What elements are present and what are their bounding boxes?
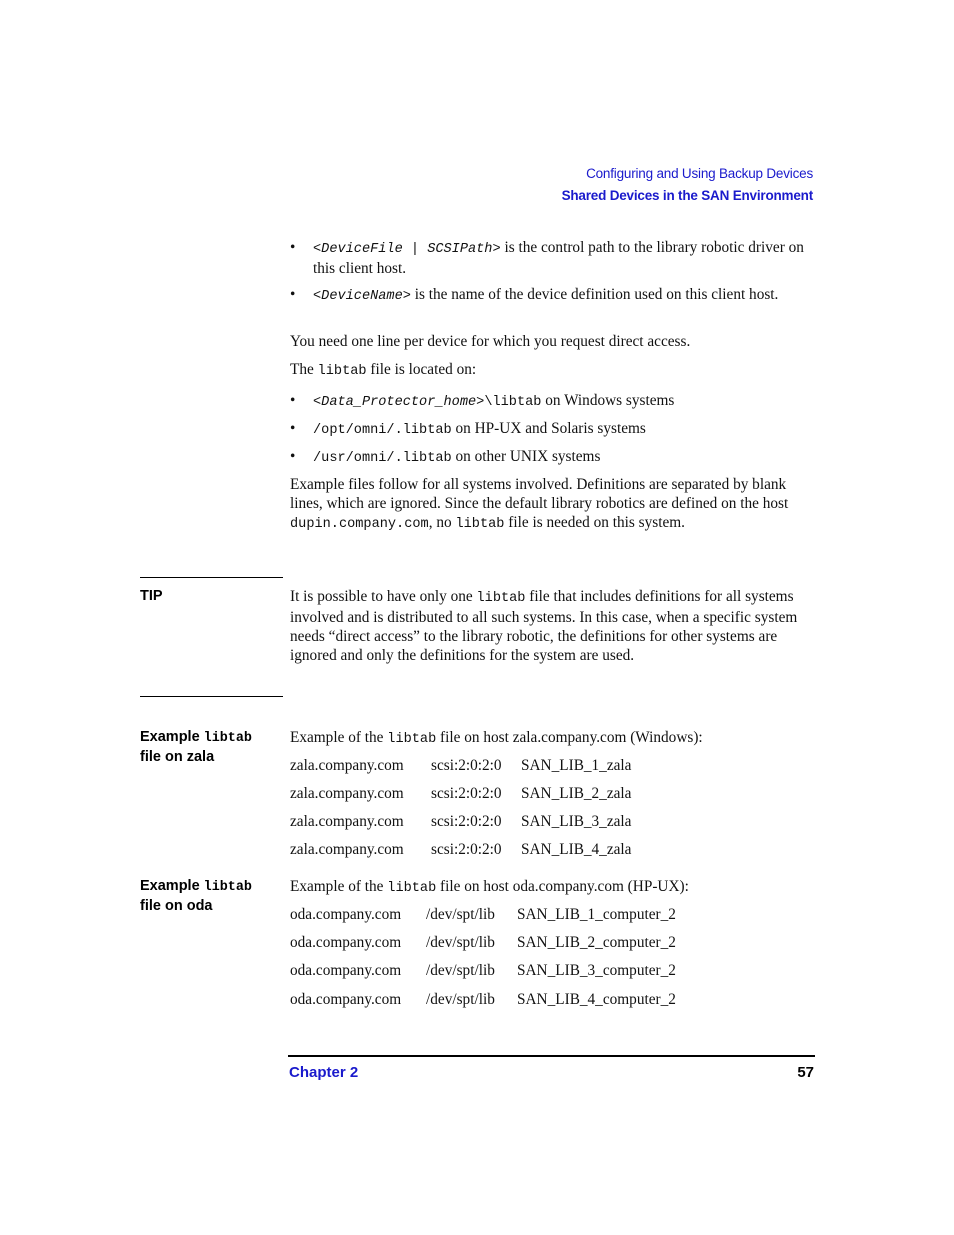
code-libtab: libtab [476,591,526,606]
bullet-glyph: • [290,286,296,303]
oda-row [290,905,676,924]
device-cell: SAN_LIB_4_zala [521,841,632,858]
path-cell: scsi:2:0:2:0 [431,757,502,774]
text: Example of the [290,729,388,746]
example-zala-intro [290,728,815,749]
device-cell: SAN_LIB_3_zala [521,813,632,830]
code-home-dir: <Data_Protector_home> [313,395,485,410]
code-path: /usr/omni/.libtab [313,451,452,466]
host-cell: zala.company.com [290,813,404,830]
host-cell: zala.company.com [290,785,404,802]
text: Example files follow for all systems involved. Definitions are separated by blank lines, which are ignored. Since the default library robotics are defined on the host [290,476,789,512]
code-libtab: libtab [203,731,252,746]
device-cell: SAN_LIB_2_computer_2 [517,934,676,951]
example-oda-heading [140,877,280,916]
device-cell: SAN_LIB_3_computer_2 [517,962,676,979]
path-cell: /dev/spt/lib [426,906,495,923]
footer-chapter: Chapter 2 [289,1064,359,1081]
device-cell: SAN_LIB_2_zala [521,785,632,802]
example-zala-heading [140,728,280,767]
zala-row [290,840,631,859]
bullet-text: on HP-UX and Solaris systems [451,420,646,437]
code-libtab: libtab [387,881,437,896]
device-cell: SAN_LIB_4_computer_2 [517,991,676,1008]
host-cell: oda.company.com [290,991,402,1008]
paragraph-one-line: You need one line per device for which you request direct access. [290,333,691,350]
text: file that includes definitions for all systems involved and is distributed to all such systems. In this case, when a specific system needs “direct access” to the library robotic, the definitions for other systems are ignored and only the definitions for the system are used. [290,588,798,664]
running-header-section: Shared Devices in the SAN Environment [561,188,813,203]
zala-row [290,756,631,775]
text: file is needed on this system. [504,514,685,531]
tip-rule-top [140,577,283,578]
bullet-glyph: • [290,420,296,437]
path-cell: /dev/spt/lib [426,991,495,1008]
code-libtab: libtab [203,880,252,895]
code-path: \libtab [484,395,542,410]
bullet-glyph: • [290,239,296,256]
code-path: /opt/omni/.libtab [313,423,452,438]
bullet-glyph: • [290,392,296,409]
bullet-text: is the control path to the library robotic driver on this client host. [313,239,804,277]
example-oda-intro [290,877,815,898]
path-cell: /dev/spt/lib [426,962,495,979]
text: Example [140,878,204,894]
bullet-device-name [290,285,815,325]
bullet-windows-location [290,391,815,411]
oda-row [290,990,676,1009]
bullet-text: on Windows systems [541,392,675,409]
device-cell: SAN_LIB_1_zala [521,757,632,774]
bullet-glyph: • [290,448,296,465]
running-header-chapter: Configuring and Using Backup Devices [586,166,813,181]
host-cell: oda.company.com [290,906,402,923]
device-cell: SAN_LIB_1_computer_2 [517,906,676,923]
text: file is located on: [366,361,477,378]
text: It is possible to have only one [290,588,477,605]
tip-rule-bottom [140,696,283,697]
host-cell: oda.company.com [290,962,402,979]
footer-page-number: 57 [797,1064,814,1081]
code-device-file: <DeviceFile | SCSIPath> [313,242,501,257]
bullet-hpux-location [290,419,815,439]
footer-rule [288,1055,815,1057]
text: , no [428,514,456,531]
path-cell: scsi:2:0:2:0 [431,813,502,830]
code-libtab: libtab [387,732,437,747]
host-cell: oda.company.com [290,934,402,951]
tip-text [290,587,815,665]
bullet-text: is the name of the device definition used on this client host. [410,286,779,303]
path-cell: scsi:2:0:2:0 [431,841,502,858]
bullet-unix-location [290,447,815,467]
code-libtab: libtab [455,517,505,532]
paragraph-libtab-location [290,360,815,381]
text: file on host oda.company.com (HP-UX): [436,878,689,895]
oda-row [290,961,676,980]
text: file on zala [140,749,215,765]
host-cell: zala.company.com [290,841,404,858]
oda-row [290,933,676,952]
code-host: dupin.company.com [290,517,429,532]
host-cell: zala.company.com [290,757,404,774]
bullet-device-file [290,238,815,278]
code-device-name: <DeviceName> [313,289,411,304]
zala-row [290,784,631,803]
bullet-text: on other UNIX systems [451,448,601,465]
tip-label: TIP [140,588,163,604]
text: Example of the [290,878,388,895]
text: The [290,361,318,378]
path-cell: /dev/spt/lib [426,934,495,951]
text: Example [140,729,204,745]
zala-row [290,812,631,831]
path-cell: scsi:2:0:2:0 [431,785,502,802]
paragraph-example-files [290,475,815,534]
text: file on oda [140,898,213,914]
text: file on host zala.company.com (Windows): [436,729,703,746]
code-libtab: libtab [317,364,367,379]
